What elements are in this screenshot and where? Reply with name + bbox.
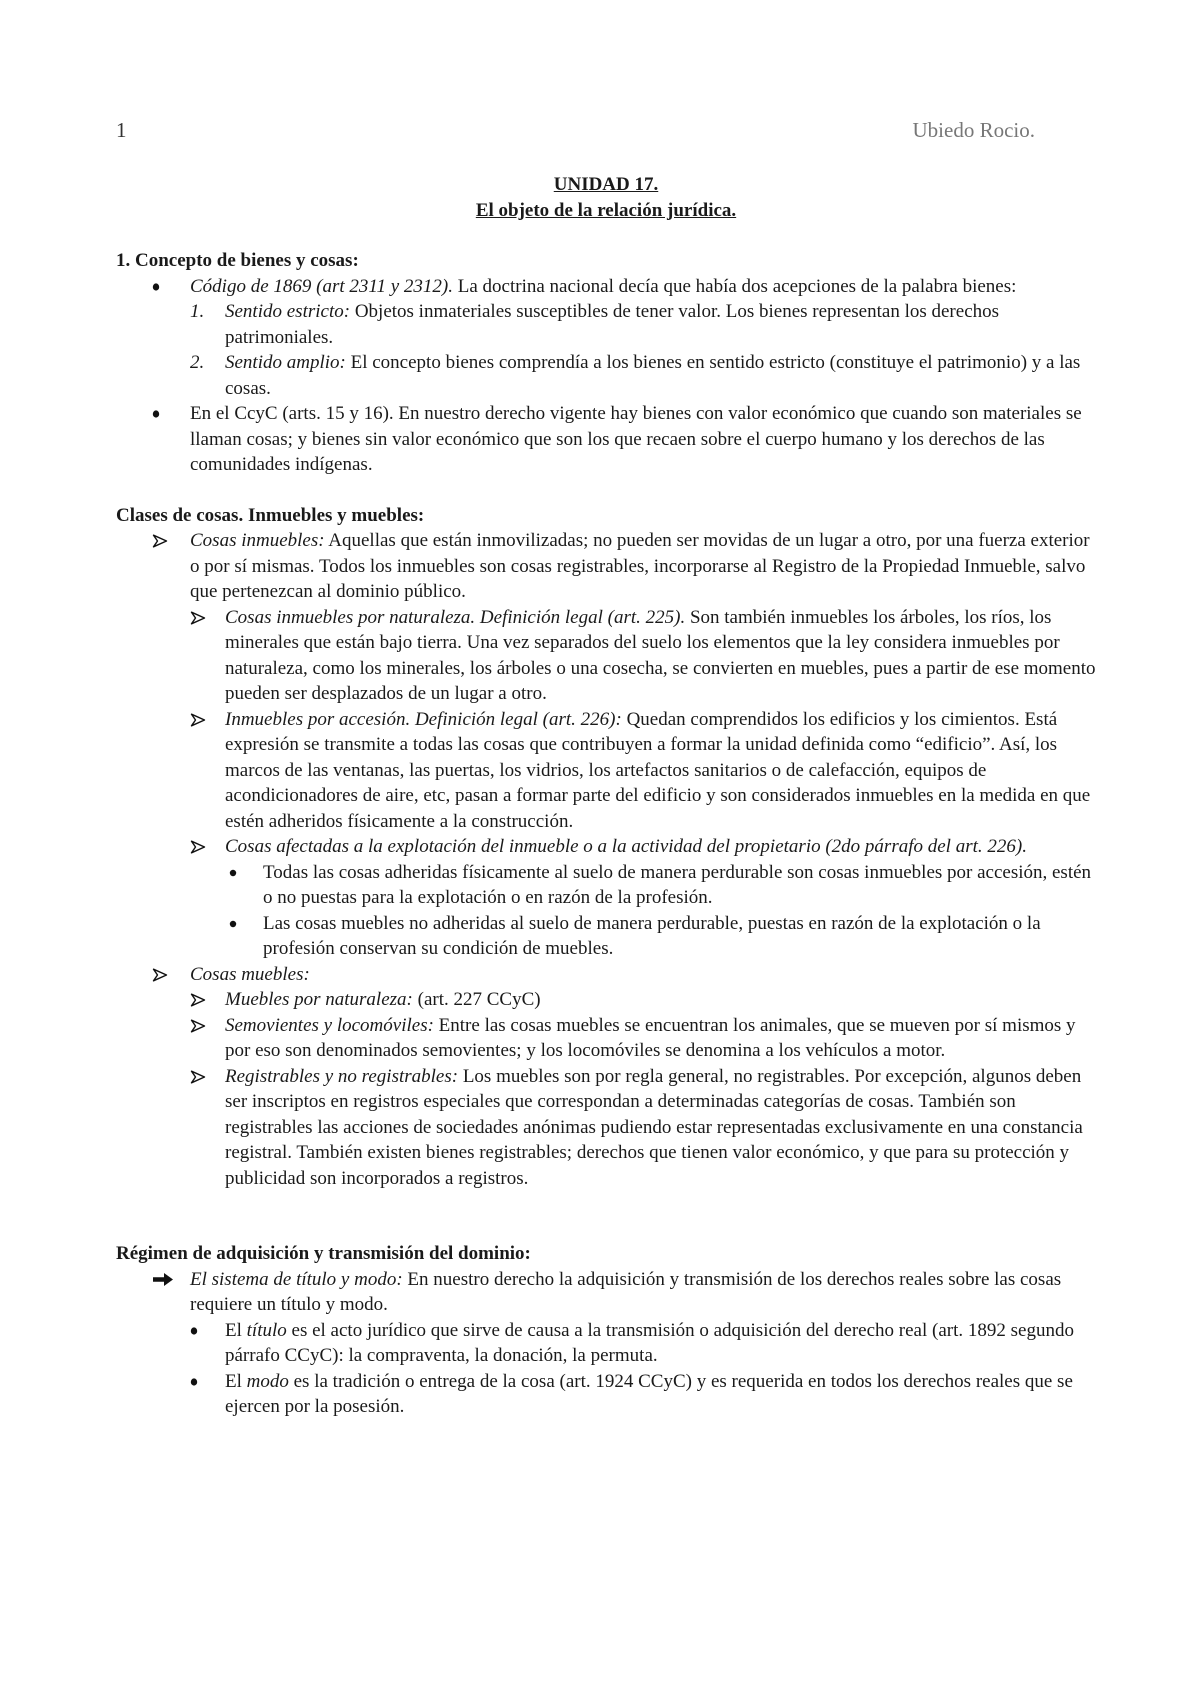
dot-bullet-icon (152, 401, 160, 434)
arrowhead-bullet-icon (190, 707, 206, 727)
text-lead: Inmuebles por accesión. Definición legal (art. 226): (225, 708, 622, 730)
author-header: Ubiedo Rocio. (912, 118, 1035, 142)
text-pre: El (225, 1370, 247, 1392)
list-item-cosas-inmuebles (116, 528, 1096, 605)
list-number: 2. (190, 352, 205, 373)
arrowhead-bullet-icon (190, 987, 206, 1007)
unit-subtitle: El objeto de la relación jurídica. (475, 199, 737, 221)
arrowhead-bullet-icon (190, 834, 206, 854)
text-lead: Código de 1869 (art 2311 y 2312). (190, 275, 453, 297)
dot-bullet-icon (190, 1318, 198, 1351)
list-item-muebles-naturaleza (116, 987, 1096, 1013)
text-lead: El sistema de título y modo: (190, 1268, 403, 1290)
list-item-inmuebles-naturaleza (116, 605, 1096, 707)
list-item-muebles-no-adheridas (116, 911, 1096, 962)
list-item-sistema-titulo-modo (116, 1267, 1096, 1318)
list-item-ccyc (116, 401, 1096, 478)
text-body: Todas las cosas adheridas físicamente al suelo de manera perdurable son cosas inmuebles por accesión, estén o no puestas para la explotación o en razón de la profesión. (263, 861, 1092, 908)
page-number: 1 (116, 118, 127, 142)
text-body: (art. 227 CCyC) (412, 989, 541, 1010)
dot-bullet-icon (190, 1369, 198, 1402)
text-body: Quedan comprendidos los edificios y los cimientos. Está expresión se transmite a todas las cosas que contribuyen a formar la unidad definida como “edificio”. Así, los marcos de las ventanas, las puertas, los vidrios, los artefactos sanitarios o de calefacción, equipos de acondicionadores de aire, etc, pasan a formar parte del edificio y son considerados inmuebles en la medida en que estén adheridos físicamente a la construcción. (225, 708, 1091, 832)
text-body: Objetos inmateriales susceptibles de tener valor. Los bienes representan los derechos patrimoniales. (225, 301, 1000, 348)
list-item-sentido-estricto (116, 299, 1096, 350)
section-heading-regimen: Régimen de adquisición y transmisión del dominio: (116, 1243, 531, 1264)
term-titulo: título (246, 1319, 287, 1341)
text-body: es el acto jurídico que sirve de causa a la transmisión o adquisición del derecho real (art. 1892 segundo párrafo CCyC): la compraventa, la donación, la permuta. (225, 1319, 1074, 1366)
term-modo: modo (246, 1370, 289, 1392)
dot-bullet-icon (229, 911, 237, 944)
text-pre: El (225, 1319, 247, 1341)
arrowhead-bullet-icon (190, 605, 206, 625)
arrowhead-bullet-icon (190, 1064, 206, 1084)
arrowhead-bullet-icon (152, 528, 168, 548)
section-heading-clases: Clases de cosas. Inmuebles y muebles: (116, 504, 425, 526)
text-body: El concepto bienes comprendía a los bienes en sentido estricto (constituye el patrimonio) y a las cosas. (225, 352, 1081, 399)
list-item-adheridas-perdurable (116, 860, 1096, 911)
list-item-registrables (116, 1064, 1096, 1192)
text-lead: Cosas afectadas a la explotación del inmueble o a la actividad del propietario (2do párrafo del art. 226). (225, 836, 1027, 857)
list-item-semovientes (116, 1013, 1096, 1064)
list-item-inmuebles-accesion (116, 707, 1096, 835)
list-item-codigo-1869 (116, 274, 1096, 300)
right-arrow-bullet-icon (152, 1267, 174, 1287)
list-item-cosas-muebles (116, 962, 1096, 988)
list-item-modo (116, 1369, 1096, 1420)
text-lead: Cosas inmuebles: (190, 530, 325, 551)
dot-bullet-icon (229, 860, 237, 893)
list-number: 1. (190, 301, 205, 322)
list-item-titulo (116, 1318, 1096, 1369)
list-item-cosas-afectadas (116, 834, 1096, 860)
text-lead: Cosas muebles: (190, 963, 310, 985)
arrowhead-bullet-icon (190, 1013, 206, 1033)
unit-title: UNIDAD 17. (553, 174, 659, 195)
text-body: Aquellas que están inmovilizadas; no pueden ser movidas de un lugar a otro, por una fuerza exterior o por sí mismas. Todos los inmuebles son cosas registrables, incorporarse al Registro de la Propiedad Inmueble, salvo que pertenezcan al dominio público. (190, 530, 1090, 602)
text-body: En el CcyC (arts. 15 y 16). En nuestro derecho vigente hay bienes con valor económico que cuando son materiales se llaman cosas; y bienes sin valor económico que son los que recaen sobre el cuerpo humano y los derechos de las comunidades indígenas. (190, 403, 1082, 475)
text-lead: Registrables y no registrables: (225, 1065, 459, 1087)
text-body: La doctrina nacional decía que había dos acepciones de la palabra bienes: (453, 275, 1017, 297)
text-body: es la tradición o entrega de la cosa (art. 1924 CCyC) y es requerida en todos los derechos reales que se ejercen por la posesión. (225, 1370, 1073, 1417)
text-lead: Sentido amplio: (225, 352, 346, 373)
document-body (116, 172, 1096, 1420)
section-heading-concepto: 1. Concepto de bienes y cosas: (116, 250, 359, 271)
text-lead: Semovientes y locomóviles: (225, 1014, 434, 1036)
text-body: Los muebles son por regla general, no registrables. Por excepción, algunos deben ser inscriptos en registros especiales que correspondan a determinadas categorías de cosas. También son registrables las acciones de sociedades anónimas pudiendo estar representadas exclusivamente en una constancia registral. También existen bienes registrables; derechos que tienen valor económico, y que para su protección y publicidad son incorporados a registros. (225, 1065, 1083, 1189)
text-lead: Muebles por naturaleza: (225, 989, 413, 1010)
text-lead: Sentido estricto: (225, 301, 351, 322)
list-item-sentido-amplio (116, 350, 1096, 401)
text-body: Entre las cosas muebles se encuentran los animales, que se mueven por sí mismos y por eso son denominados semovientes; y los locomóviles se denomina a los vehículos a motor. (225, 1014, 1076, 1061)
text-body: En nuestro derecho la adquisición y transmisión de los derechos reales sobre las cosas requiere un título y modo. (190, 1268, 1062, 1315)
arrowhead-bullet-icon (152, 962, 168, 982)
text-lead: Cosas inmuebles por naturaleza. Definición legal (art. 225). (225, 606, 686, 628)
text-body: Son también inmuebles los árboles, los ríos, los minerales que están bajo tierra. Una vez separados del suelo los elementos que la ley considera inmuebles por naturaleza, como los minerales, los árboles o una cosecha, se convierten en muebles, pues a partir de ese momento pueden ser desplazados de un lugar a otro. (225, 606, 1096, 704)
text-body: Las cosas muebles no adheridas al suelo de manera perdurable, puestas en razón de la explotación o la profesión conservan su condición de muebles. (263, 912, 1041, 959)
